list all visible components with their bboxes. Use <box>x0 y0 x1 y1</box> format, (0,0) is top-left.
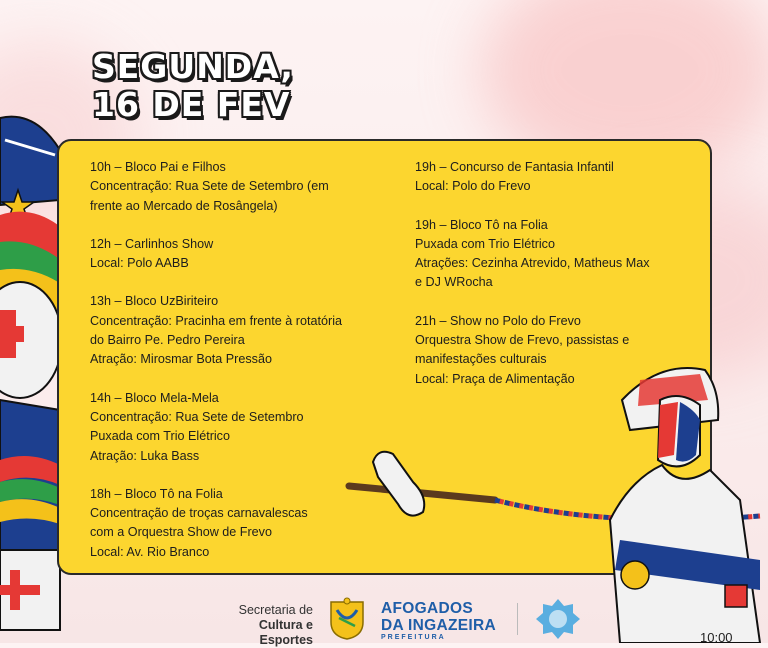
event-detail: Orquestra Show de Frevo, passistas e <box>415 333 630 348</box>
footer-divider <box>517 603 518 635</box>
event-detail: Atrações: Cezinha Atrevido, Matheus Max <box>415 256 650 271</box>
event-item <box>90 235 390 274</box>
city-logo-text <box>381 600 496 641</box>
event-detail: Local: Praça de Alimentação <box>415 371 575 386</box>
event-detail: do Bairro Pe. Pedro Pereira <box>90 333 245 348</box>
event-title: 19h – Bloco Tô na Folia <box>415 217 548 232</box>
event-title: 18h – Bloco Tô na Folia <box>90 486 223 501</box>
event-detail: Concentração de troças carnavalescas <box>90 506 308 521</box>
event-detail: Local: Polo AABB <box>90 256 189 271</box>
event-detail: Atração: Mirosmar Bota Pressão <box>90 352 272 367</box>
event-detail: Concentração: Rua Sete de Setembro <box>90 409 304 424</box>
city-subtitle: PREFEITURA <box>381 634 446 641</box>
event-title: 19h – Concurso de Fantasia Infantil <box>415 160 614 174</box>
event-item <box>415 158 700 197</box>
event-detail: frente ao Mercado de Rosângela) <box>90 198 278 213</box>
event-detail: Local: Av. Rio Branco <box>90 544 210 559</box>
event-title: 13h – Bloco UzBiriteiro <box>90 294 219 309</box>
event-title: 14h – Bloco Mela-Mela <box>90 390 219 405</box>
city-name-line-2: DA INGAZEIRA <box>381 617 496 634</box>
event-detail: Concentração: Pracinha em frente à rotatória <box>90 313 343 328</box>
event-detail: Puxada com Trio Elétrico <box>90 429 230 444</box>
event-title: 10h – Bloco Pai e Filhos <box>90 160 226 174</box>
event-item <box>90 389 390 466</box>
event-item <box>415 216 700 293</box>
frevo-clown-illustration <box>600 360 768 643</box>
hand-illustration <box>368 442 438 522</box>
secretaria-label <box>210 603 313 648</box>
title-line-1: SEGUNDA, <box>92 47 294 86</box>
city-crest-icon <box>323 596 371 640</box>
event-item <box>90 158 390 216</box>
city-name-line-1: AFOGADOS <box>381 600 473 617</box>
title-line-2: 16 DE FEV <box>92 85 291 124</box>
event-detail: com a Orquestra Show de Frevo <box>90 525 272 540</box>
secretaria-line-1: Secretaria de <box>238 603 313 617</box>
event-detail: Puxada com Trio Elétrico <box>415 236 555 251</box>
event-detail: e DJ WRocha <box>415 275 493 290</box>
carnival-badge-logo-icon <box>535 597 581 641</box>
event-detail: manifestações culturais <box>415 352 547 367</box>
event-detail: Atração: Luka Bass <box>90 448 200 463</box>
event-detail: Local: Polo do Frevo <box>415 179 531 194</box>
event-title: 21h – Show no Polo do Frevo <box>415 313 581 328</box>
time-readout: 10:00 <box>700 630 733 645</box>
page-title <box>92 48 294 124</box>
event-detail: Concentração: Rua Sete de Setembro (em <box>90 179 329 194</box>
event-item <box>90 292 390 369</box>
secretaria-line-2: Cultura e Esportes <box>258 618 313 647</box>
event-title: 12h – Carlinhos Show <box>90 236 214 251</box>
